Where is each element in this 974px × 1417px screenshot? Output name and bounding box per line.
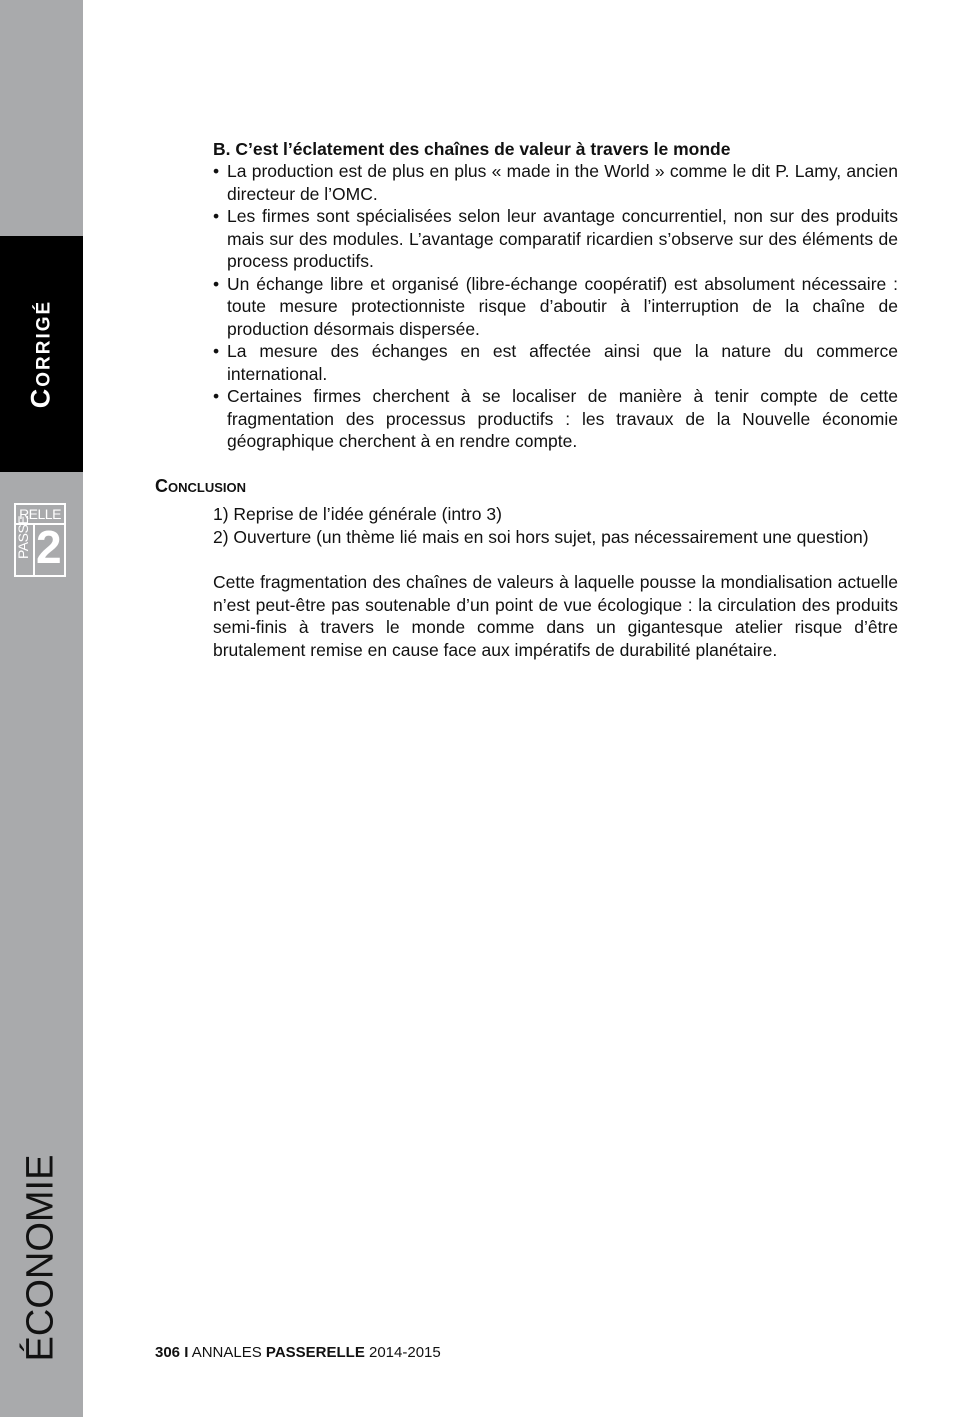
list-item: • Un échange libre et organisé (libre-échange coopératif) est absolument nécessaire : toute mesure protectionniste risque d’aboutir à l’interruption de la chaîne de production désormais dispersée. [213, 273, 898, 341]
logo-side-text: PASSE [15, 515, 31, 559]
section-b-title: B. C’est l’éclatement des chaînes de valeur à travers le monde [213, 139, 731, 159]
footer-separator: I [184, 1344, 189, 1361]
list-item: • Les firmes sont spécialisées selon leur avantage concurrentiel, non sur des produits mais sur des modules. L’avantage comparatif ricardien s’observe sur des éléments de process productifs. [213, 205, 898, 273]
logo-number: 2 [36, 521, 62, 573]
logo-top-text: RELLE [16, 505, 64, 525]
list-item: • La mesure des échanges en est affectée ainsi que la nature du commerce international. [213, 340, 898, 385]
footer-years: 2014-2015 [369, 1344, 441, 1361]
subject-label: ÉCONOMIE [19, 1154, 62, 1362]
conclusion-items [213, 503, 903, 549]
list-item: • La production est de plus en plus « made in the World » comme le dit P. Lamy, ancien directeur de l’OMC. [213, 160, 898, 205]
page-number: 306 [155, 1344, 181, 1361]
sidebar [0, 0, 83, 1417]
list-item: • Certaines firmes cherchent à se localiser de manière à tenir compte de cette fragmentation des processus productifs : les travaux de la Nouvelle économie géographique cherchent à en rendre compte. [213, 385, 898, 453]
footer-annales: ANNALES [191, 1344, 262, 1361]
list-item: 2) Ouverture (un thème lié mais en soi hors sujet, pas nécessairement une question) [213, 527, 869, 547]
list-item: 1) Reprise de l’idée générale (intro 3) [213, 504, 502, 524]
conclusion-paragraph: Cette fragmentation des chaînes de valeurs à laquelle pousse la mondialisation actuelle n’est peut-être pas soutenable d’un point de vue écologique : la circulation des produits semi-finis à travers le monde comme dans un gigantesque atelier risque d’être brutalement remise en cause face aux impératifs de durabilité planétaire. [213, 572, 898, 660]
corrige-label: Corrigé [25, 299, 56, 409]
logo-divider [33, 523, 35, 575]
page-footer [155, 1343, 441, 1363]
passerelle-logo [14, 503, 66, 577]
conclusion-heading: Conclusion [155, 476, 246, 496]
section-b-bullets [213, 160, 898, 453]
footer-brand: PASSERELLE [265, 1344, 365, 1361]
